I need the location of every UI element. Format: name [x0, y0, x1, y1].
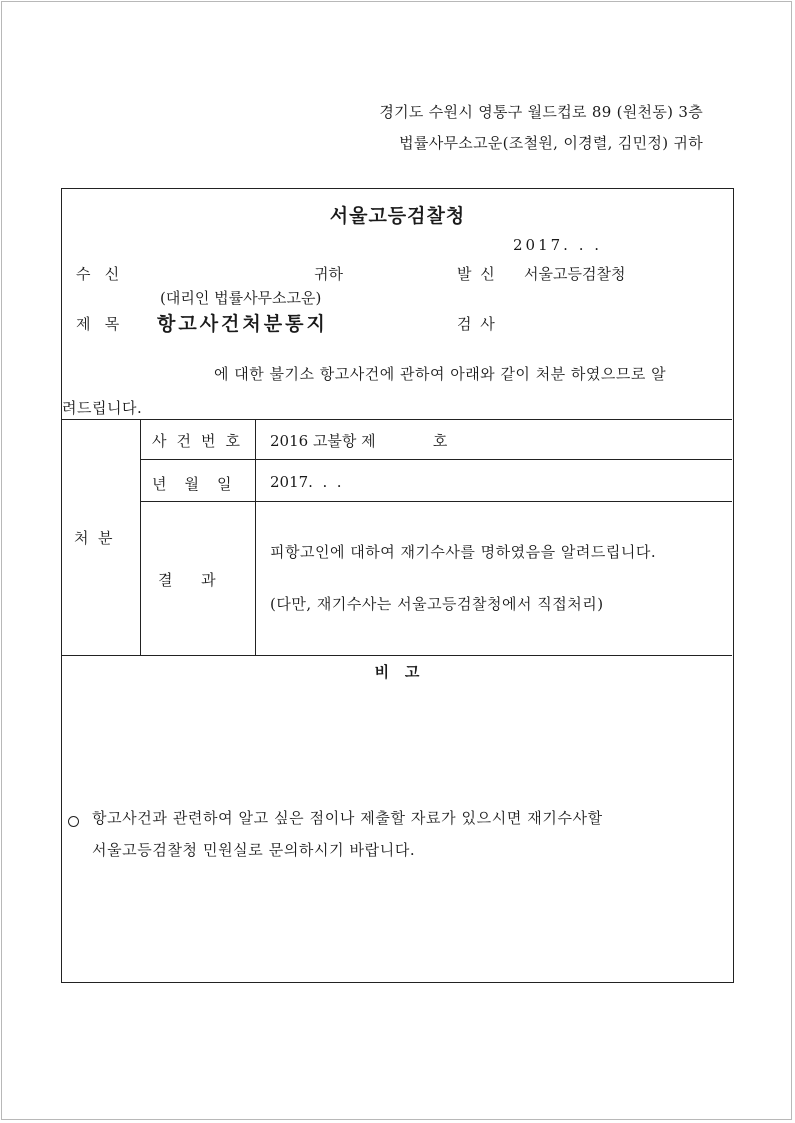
from-value: 서울고등검찰청	[524, 265, 626, 283]
bullet-icon	[68, 812, 79, 831]
table-bottom-rule	[62, 655, 732, 656]
intro-text-line2: 려드립니다.	[62, 399, 143, 417]
address-line: 경기도 수원시 영통구 월드컵로 89 (원천동) 3층	[379, 103, 703, 121]
result-label: 결 과	[158, 571, 216, 589]
subject-value: 항고사건처분통지	[157, 313, 328, 335]
agency-title: 서울고등검찰청	[329, 205, 466, 227]
disposition-label: 처 분	[74, 529, 113, 547]
case-number-label: 사건번호	[152, 432, 250, 450]
notice-form	[61, 188, 734, 983]
notice-date: 2017. . .	[513, 236, 603, 254]
case-number-value: 2016 고불항 제 호	[270, 432, 448, 450]
from-label: 발 신	[457, 265, 497, 283]
recipient-address	[379, 97, 703, 159]
subject-label: 제 목	[76, 315, 120, 333]
result-text-line2: (다만, 재기수사는 서울고등검찰청에서 직접처리)	[270, 595, 604, 613]
remarks-note-line1: 항고사건과 관련하여 알고 싶은 점이나 제출할 자료가 있으시면 재기수사할	[92, 809, 603, 827]
table-divider	[140, 419, 141, 655]
date-label: 년월일	[152, 475, 250, 493]
intro-text-line1: 에 대한 불기소 항고사건에 관하여 아래와 같이 처분 하였으므로 알	[214, 365, 667, 383]
table-row-rule	[140, 501, 732, 502]
recipient-line: 법률사무소고운(조철원, 이경렬, 김민정) 귀하	[399, 134, 703, 152]
date-value: 2017. . .	[270, 473, 342, 491]
result-text-line1: 피항고인에 대하여 재기수사를 명하였음을 알려드립니다.	[270, 543, 657, 561]
remarks-title: 비 고	[374, 663, 420, 681]
table-row-rule	[140, 459, 732, 460]
to-label: 수 신	[76, 265, 120, 283]
table-divider	[255, 419, 256, 655]
table-top-rule	[62, 419, 732, 420]
to-agent: (대리인 법률사무소고운)	[160, 289, 322, 307]
remarks-note-line2: 서울고등검찰청 민원실로 문의하시기 바랍니다.	[92, 841, 416, 859]
to-honorific: 귀하	[314, 265, 343, 283]
prosecutor-label: 검 사	[457, 315, 497, 333]
